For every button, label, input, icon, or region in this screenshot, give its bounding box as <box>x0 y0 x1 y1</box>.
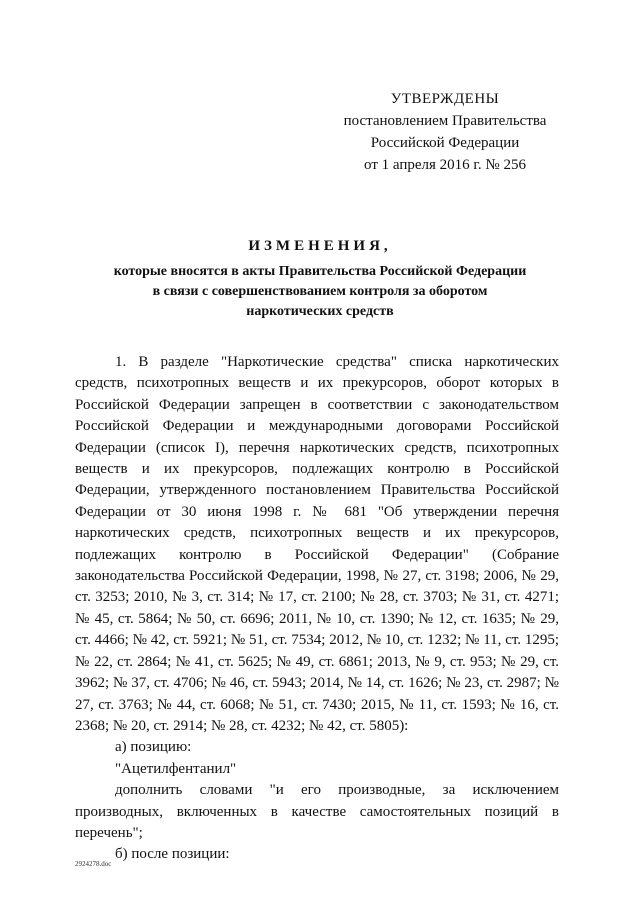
approval-line-1: постановлением Правительства <box>343 113 547 129</box>
paragraph-1: 1. В разделе "Наркотические средства" списка наркотических средств, психотропных веществ и их прекурсоров, оборот которых в Российской Федерации запрещен в соответствии с законодательством Российской Федерации и международными договорами Российской Федерации (список I), перечня наркотических средств, психотропных веществ и их прекурсоров, подлежащих контролю в Российской Федерации, утвержденного постановлением Правительства Российской Федерации от 30 июня 1998 г. № 681 "Об утверждении перечня наркотических средств, психотропных веществ и их прекурсоров, подлежащих контролю в Российской Федерации" (Собрание законодательства Российской Федерации, 1998, № 27, ст. 3198; 2006, № 29, ст. 3253; 2010, № 3, ст. 314; № 17, ст. 2100; № 28, ст. 3703; № 31, ст. 4271; № 45, ст. 5864; № 50, ст. 6696; 2011, № 10, ст. 1390; № 12, ст. 1635; № 29, ст. 4466; № 42, ст. 5921; № 51, ст. 7534; 2012, № 10, ст. 1232; № 11, ст. 1295; № 22, ст. 2864; № 41, ст. 5625; № 49, ст. 6861; 2013, № 9, ст. 953; № 29, ст. 3962; № 37, ст. 4706; № 46, ст. 5943; 2014, № 14, ст. 1626; № 23, ст. 2987; № 27, ст. 3763; № 44, ст. 6068; № 51, ст. 7430; 2015, № 11, ст. 1593; № 16, ст. 2368; № 20, ст. 2914; № 28, ст. 4232; № 42, ст. 5805): <box>75 354 559 734</box>
item-a-text: дополнить словами "и его производные, за исключением производных, включенных в качестве самостоятельных позиций в перечень"; <box>75 782 559 841</box>
document-subtitle <box>80 262 560 322</box>
subtitle-line-2: в связи с совершенствованием контроля за оборотом <box>152 284 488 299</box>
item-b-heading: б) после позиции: <box>115 846 230 863</box>
item-a-position: "Ацетилфентанил" <box>115 760 237 777</box>
approval-block <box>330 88 560 176</box>
approval-heading: УТВЕРЖДЕНЫ <box>390 91 500 107</box>
approval-line-3: от 1 апреля 2016 г. № 256 <box>364 157 526 173</box>
document-body <box>75 352 559 866</box>
item-a-heading: а) позицию: <box>115 739 192 756</box>
subtitle-line-1: которые вносятся в акты Правительства Российской Федерации <box>113 264 527 279</box>
approval-line-2: Российской Федерации <box>370 135 520 151</box>
file-name-footer: 2924278.doc <box>75 860 112 868</box>
subtitle-line-3: наркотических средств <box>246 304 394 319</box>
document-title: ИЗМЕНЕНИЯ, <box>248 238 392 254</box>
